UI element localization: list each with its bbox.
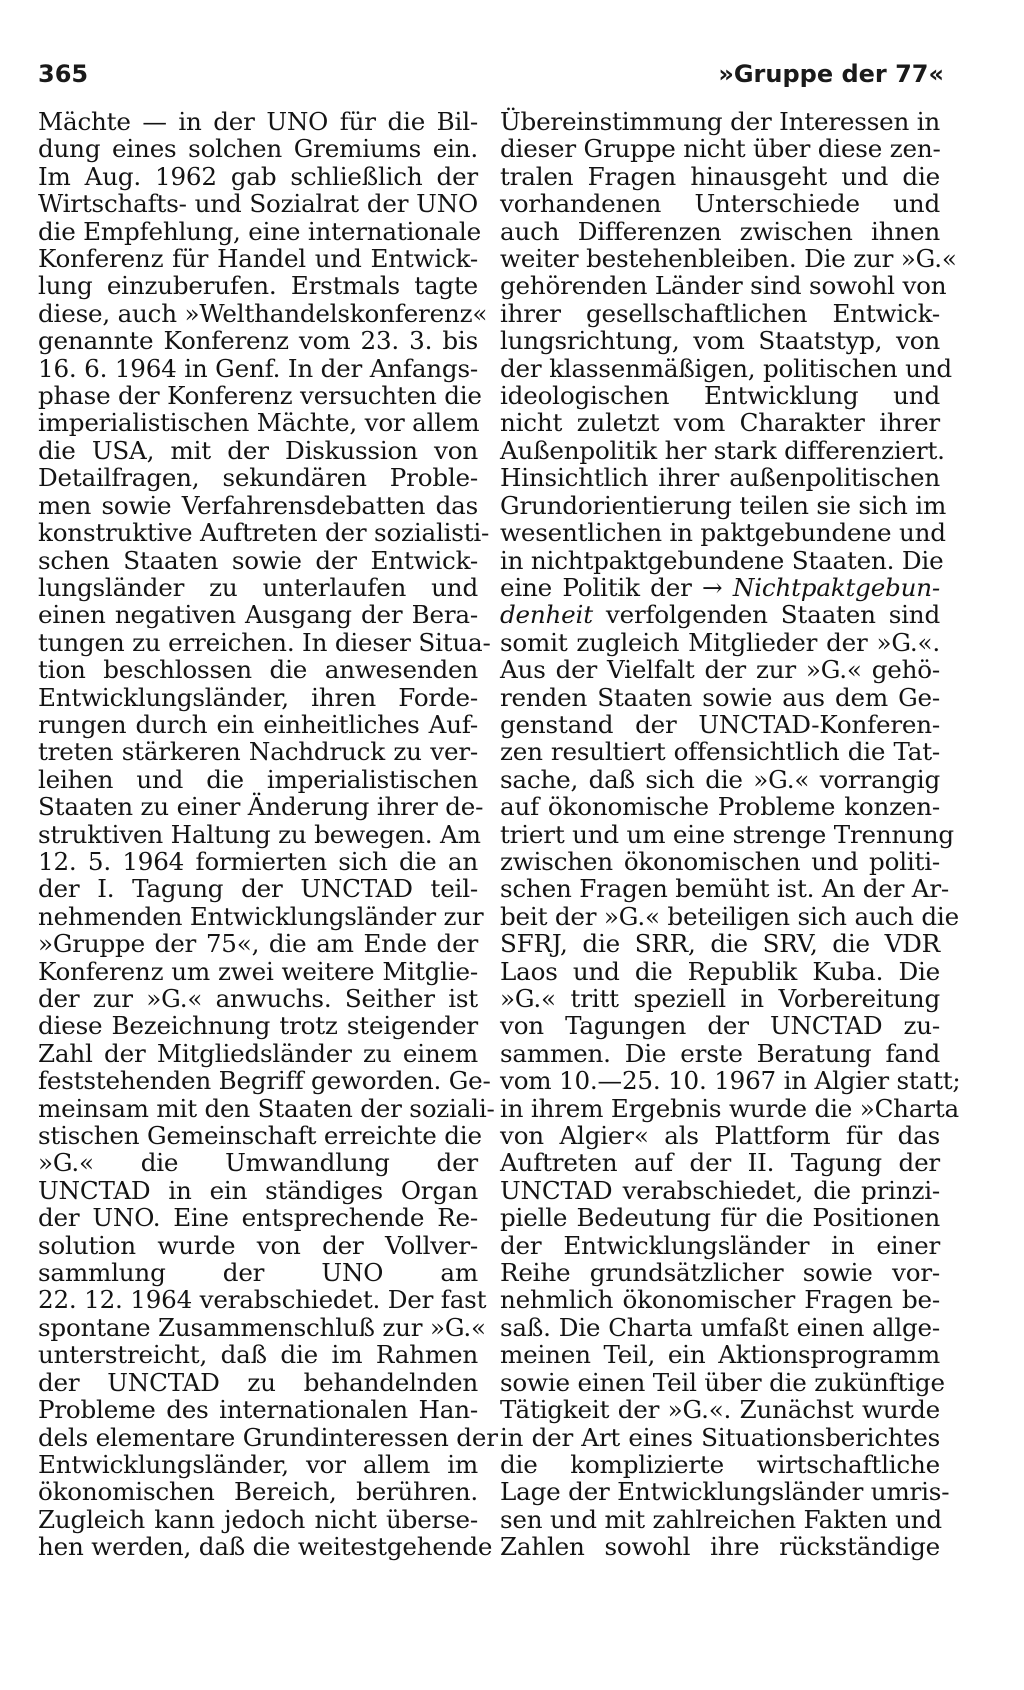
text-line: Probleme des internationalen Han-	[38, 1395, 478, 1425]
text-line: meinsam mit den Staaten der soziali-	[38, 1093, 495, 1123]
text-line: »G.« tritt speziell in Vorbereitung	[500, 984, 940, 1013]
text-line: ökonomischen Bereich, berühren.	[38, 1477, 478, 1507]
text-line: zwischen ökonomischen und politi-	[500, 846, 940, 876]
text-line: 16. 6. 1964 in Genf. In der Anfangs-	[38, 353, 478, 383]
text-line: Zugleich kann jedoch nicht überse-	[38, 1504, 478, 1534]
text-line: wesentlichen in paktgebundene und	[500, 518, 946, 548]
text-line: einen negativen Ausgang der Bera-	[38, 600, 478, 630]
text-line: solution wurde von der Vollver-	[38, 1230, 478, 1260]
text-line: nicht zuletzt vom Charakter ihrer	[500, 408, 940, 438]
text-line: imperialistischen Mächte, vor allem	[38, 408, 480, 438]
text-line: Mächte — in der UNO für die Bil-	[38, 107, 478, 136]
text-line: Auftreten auf der II. Tagung der	[500, 1148, 940, 1178]
text-line: in nichtpaktgebundene Staaten. Die	[500, 545, 944, 575]
text-line: UNCTAD in ein ständiges Organ	[38, 1175, 478, 1205]
cross-reference-line	[500, 574, 940, 601]
right-column	[500, 107, 961, 1562]
text-line: rungen durch ein einheitliches Auf-	[38, 709, 478, 739]
text-line: Laos und die Republik Kuba. Die	[500, 956, 940, 986]
text-line: triert und um eine strenge Trennung	[500, 819, 954, 849]
text-line: die Empfehlung, eine internationale	[38, 216, 481, 246]
text-line: der UNO. Eine entsprechende Re-	[38, 1203, 478, 1233]
text-line: unterstreicht, daß die im Rahmen	[38, 1340, 478, 1370]
text-line: lungsländer zu unterlaufen und	[38, 572, 478, 602]
text-line: auch Differenzen zwischen ihnen	[500, 216, 940, 246]
text-line: treten stärkeren Nachdruck zu ver-	[38, 737, 478, 767]
text-line: dels elementare Grundinteressen der	[38, 1422, 498, 1452]
text-line: Hinsichtlich ihrer außenpolitischen	[500, 463, 940, 493]
text-line: phase der Konferenz versuchten die	[38, 381, 482, 411]
text-line: weiter bestehenbleiben. Die zur »G.«	[500, 244, 957, 274]
text-line: leihen und die imperialistischen	[38, 764, 478, 794]
text-line: Zahl der Mitgliedsländer zu einem	[38, 1038, 478, 1068]
text-line: Staaten zu einer Änderung ihrer de-	[38, 792, 484, 822]
text-line: lung einzuberufen. Erstmals tagte	[38, 271, 478, 301]
text-line: genannte Konferenz vom 23. 3. bis	[38, 326, 478, 356]
text-line: struktiven Haltung zu bewegen. Am	[38, 819, 481, 849]
arrow-icon: →	[702, 572, 723, 602]
text-line: dung eines solchen Gremiums ein.	[38, 134, 478, 164]
text-line: Konferenz um zwei weitere Mitglie-	[38, 956, 478, 986]
text-line: meinen Teil, ein Aktionsprogramm	[500, 1340, 940, 1370]
text-line: konstruktive Auftreten der sozialisti-	[38, 518, 490, 548]
text-line: Wirtschafts- und Sozialrat der UNO	[38, 189, 478, 219]
text-line: Konferenz für Handel und Entwick-	[38, 244, 478, 274]
text-line: diese Bezeichnung trotz steigender	[38, 1011, 478, 1041]
text-line: somit zugleich Mitglieder der »G.«.	[500, 627, 940, 657]
text-line: der zur »G.« anwuchs. Seither ist	[38, 984, 478, 1013]
reference-prefix: eine Politik der	[500, 572, 703, 602]
text-line: Im Aug. 1962 gab schließlich der	[38, 161, 478, 191]
text-line: schen Staaten sowie der Entwick-	[38, 545, 478, 575]
text-line: in ihrem Ergebnis wurde die »Charta	[500, 1093, 959, 1123]
text-line: UNCTAD verabschiedet, die prinzi-	[500, 1175, 940, 1205]
text-line: »Gruppe der 75«, die am Ende der	[38, 929, 478, 959]
text-line: Reihe grundsätzlicher sowie vor-	[500, 1258, 940, 1288]
text-line: sowie einen Teil über die zukünftige	[500, 1367, 945, 1397]
text-line: der UNCTAD zu behandelnden	[38, 1367, 478, 1397]
text-line: 22. 12. 1964 verabschiedet. Der fast	[38, 1285, 487, 1315]
text-line: in der Art eines Situationsberichtes	[500, 1422, 940, 1452]
text-line: nehmenden Entwicklungsländer zur	[38, 901, 484, 931]
text-line: sen und mit zahlreichen Fakten und	[500, 1504, 942, 1534]
text-line: genstand der UNCTAD-Konferen-	[500, 709, 940, 739]
text-line: Übereinstimmung der Interessen in	[500, 107, 941, 136]
text-line: tungen zu erreichen. In dieser Situa-	[38, 627, 491, 657]
cross-reference-term-continued[interactable]: denheit	[500, 600, 593, 630]
cross-reference-line-continued	[500, 601, 940, 628]
text-line: pielle Bedeutung für die Positionen	[500, 1203, 940, 1233]
text-line: beit der »G.« beteiligen sich auch die	[500, 901, 959, 931]
text-line: Entwicklungsländer, vor allem im	[38, 1449, 478, 1479]
right-column-text-after-reference	[500, 627, 961, 1562]
cross-reference-term[interactable]: Nichtpaktgebun-	[732, 572, 940, 602]
text-line: diese, auch »Welthandelskonferenz«	[38, 298, 488, 328]
text-line: der klassenmäßigen, politischen und	[500, 353, 952, 383]
text-line: vorhandenen Unterschiede und	[500, 189, 940, 219]
text-line: sammen. Die erste Beratung fand	[500, 1038, 940, 1068]
text-line: vom 10.—25. 10. 1967 in Algier statt;	[500, 1066, 961, 1096]
text-line: renden Staaten sowie aus dem Ge-	[500, 682, 940, 712]
text-line: ihrer gesellschaftlichen Entwick-	[500, 298, 940, 328]
text-line: die USA, mit der Diskussion von	[38, 435, 478, 465]
text-line: dieser Gruppe nicht über diese zen-	[500, 134, 941, 164]
reference-suffix: verfolgenden Staaten sind	[605, 600, 940, 630]
text-line: die komplizierte wirtschaftliche	[500, 1449, 940, 1479]
text-line: schen Fragen bemüht ist. An der Ar-	[500, 874, 950, 904]
text-line: Entwicklungsländer, ihren Forde-	[38, 682, 478, 712]
running-head: »Gruppe der 77«	[718, 60, 944, 88]
text-line: Lage der Entwicklungsländer umris-	[500, 1477, 950, 1507]
text-line: Tätigkeit der »G.«. Zunächst wurde	[500, 1395, 940, 1425]
text-line: Detailfragen, sekundären Proble-	[38, 463, 478, 493]
text-line: sammlung der UNO am	[38, 1258, 478, 1288]
text-line: Außenpolitik her stark differenziert.	[500, 435, 945, 465]
text-line: lungsrichtung, vom Staatstyp, von	[500, 326, 940, 356]
text-line: tralen Fragen hinausgeht und die	[500, 161, 940, 191]
text-line: men sowie Verfahrensdebatten das	[38, 490, 478, 520]
text-line: 12. 5. 1964 formierten sich die an	[38, 846, 478, 876]
text-line: von Algier« als Plattform für das	[500, 1121, 940, 1151]
text-line: der Entwicklungsländer in einer	[500, 1230, 940, 1260]
text-line: spontane Zusammenschluß zur »G.«	[38, 1312, 486, 1342]
text-line: »G.« die Umwandlung der	[38, 1148, 478, 1178]
text-line: hen werden, daß die weitestgehende	[38, 1532, 493, 1562]
text-line: feststehenden Begriff geworden. Ge-	[38, 1066, 491, 1096]
text-line: Grundorientierung teilen sie sich im	[500, 490, 947, 520]
left-column	[38, 107, 498, 1562]
text-line: Zahlen sowohl ihre rückständige	[500, 1532, 940, 1562]
text-line: auf ökonomische Probleme konzen-	[500, 792, 940, 822]
text-line: SFRJ, die SRR, die SRV, die VDR	[500, 929, 940, 959]
text-line: stischen Gemeinschaft erreichte die	[38, 1121, 482, 1151]
right-column-text-before-reference	[500, 107, 957, 575]
text-line: saß. Die Charta umfaßt einen allge-	[500, 1312, 940, 1342]
text-line: der I. Tagung der UNCTAD teil-	[38, 874, 478, 904]
text-line: von Tagungen der UNCTAD zu-	[500, 1011, 940, 1041]
text-line: tion beschlossen die anwesenden	[38, 655, 478, 685]
text-line: Aus der Vielfalt der zur »G.« gehö-	[500, 655, 940, 685]
text-line: sache, daß sich die »G.« vorrangig	[500, 764, 940, 794]
page-header	[38, 60, 944, 96]
text-line: ideologischen Entwicklung und	[500, 381, 940, 411]
text-line: zen resultiert offensichtlich die Tat-	[500, 737, 940, 767]
page-number: 365	[38, 60, 89, 88]
text-line: gehörenden Länder sind sowohl von	[500, 271, 947, 301]
text-line: nehmlich ökonomischer Fragen be-	[500, 1285, 940, 1315]
